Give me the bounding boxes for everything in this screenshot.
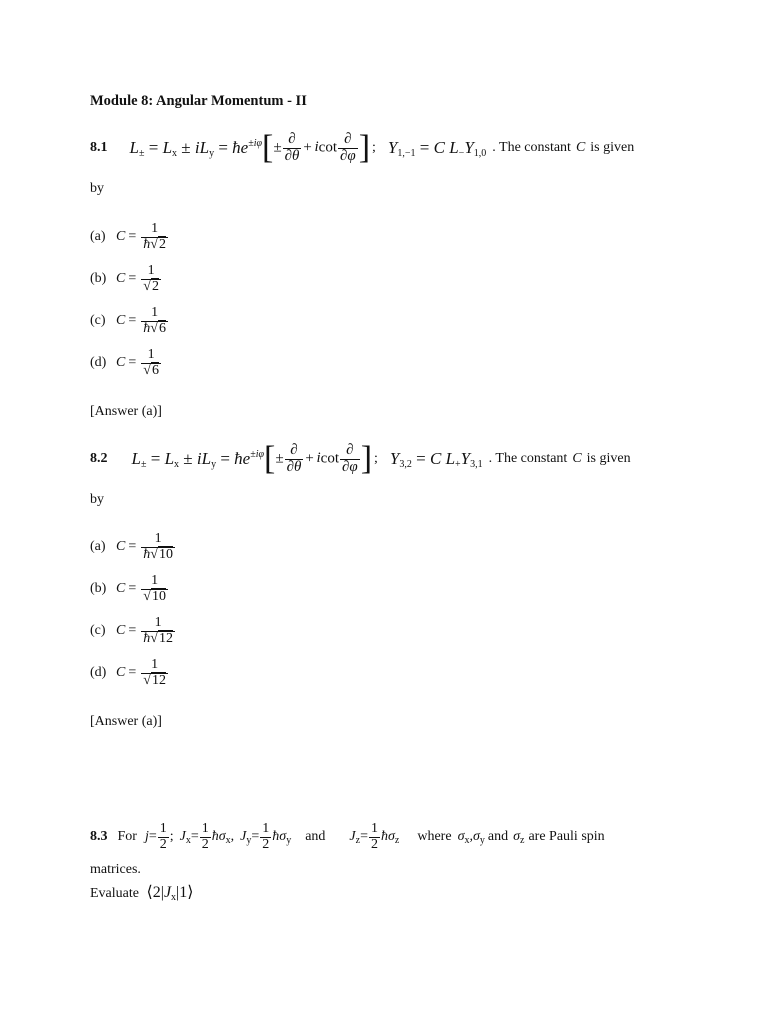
option-c: (c) C = $\frac{1}{ħ√6}$ [90,305,166,336]
harmonic-relation: $Y_{3,2} = C$ $L_+Y_{3,1}$ [389,448,483,470]
option-b: (b) C = $\frac{1}{√2}$ [90,263,159,294]
question-text-cont: by [90,492,104,507]
question-number: 8.3 [90,829,108,845]
question-number: 8.1 [90,140,108,155]
evaluate-line: Evaluate $⟨2|J_x|1⟩$ [90,884,194,903]
question-8-2: 8.2 $L_\pm = L_x \pm iL_y$ = $ħe^{\pm i\varphi}$ [ ± $\frac{\partial}{\partial\theta}$ + icot $\frac{\partial}{\partial\varphi}$ ] ; $Y_{3,2} = C$ $L_+Y_{3,1}$ . The constant C is given [90,440,631,477]
option-c: (c) C = $\frac{1}{ħ√12}$ [90,615,173,646]
question-8-1: 8.1 $L_\pm = L_x \pm iL_y$ = $ħe^{\pm i\varphi}$ [ ± $\frac{\partial}{\partial\theta}$ + icot $\frac{\partial}{\partial\varphi}$ ] ; $Y_{1,-1} = C$ $L_-Y_{1,0}$ . The constant C is given [90,129,635,166]
page-title: Module 8: Angular Momentum - II [90,93,307,109]
option-a: (a) C = $\frac{1}{ħ√2}$ [90,221,166,252]
question-text-cont: by [90,181,104,196]
question-8-3: 8.3 For j = $\frac{1}{2}$ ; $J_x$ = $\frac{1}{2}$ $ħ\sigma_x$ , $J_y$ = $\frac{1}{2}$ $ħ\sigma_y$ and $J_z$ = $\frac{1}{2}$ $ħ\sigma_z$ where $\sigma_x,\sigma_y$ and $\sigma_z$ are Pauli spin [90,821,605,852]
option-b: (b) C = $\frac{1}{√10}$ [90,573,166,604]
question-number: 8.2 [90,451,108,466]
operator-equation: $L_\pm = L_x \pm iL_y$ = $ħe^{\pm i\varphi}$ [131,448,265,470]
answer: [Answer (a)] [90,404,162,419]
harmonic-relation: $Y_{1,-1} = C$ $L_-Y_{1,0}$ [387,137,487,159]
option-a: (a) C = $\frac{1}{ħ√10}$ [90,531,173,562]
option-d: (d) C = $\frac{1}{√6}$ [90,347,159,378]
question-text-cont: matrices. [90,862,141,877]
operator-equation: $L_\pm = L_x \pm iL_y$ = $ħe^{\pm i\varphi}$ [129,137,263,159]
answer: [Answer (a)] [90,714,162,729]
option-d: (d) C = $\frac{1}{√12}$ [90,657,166,688]
